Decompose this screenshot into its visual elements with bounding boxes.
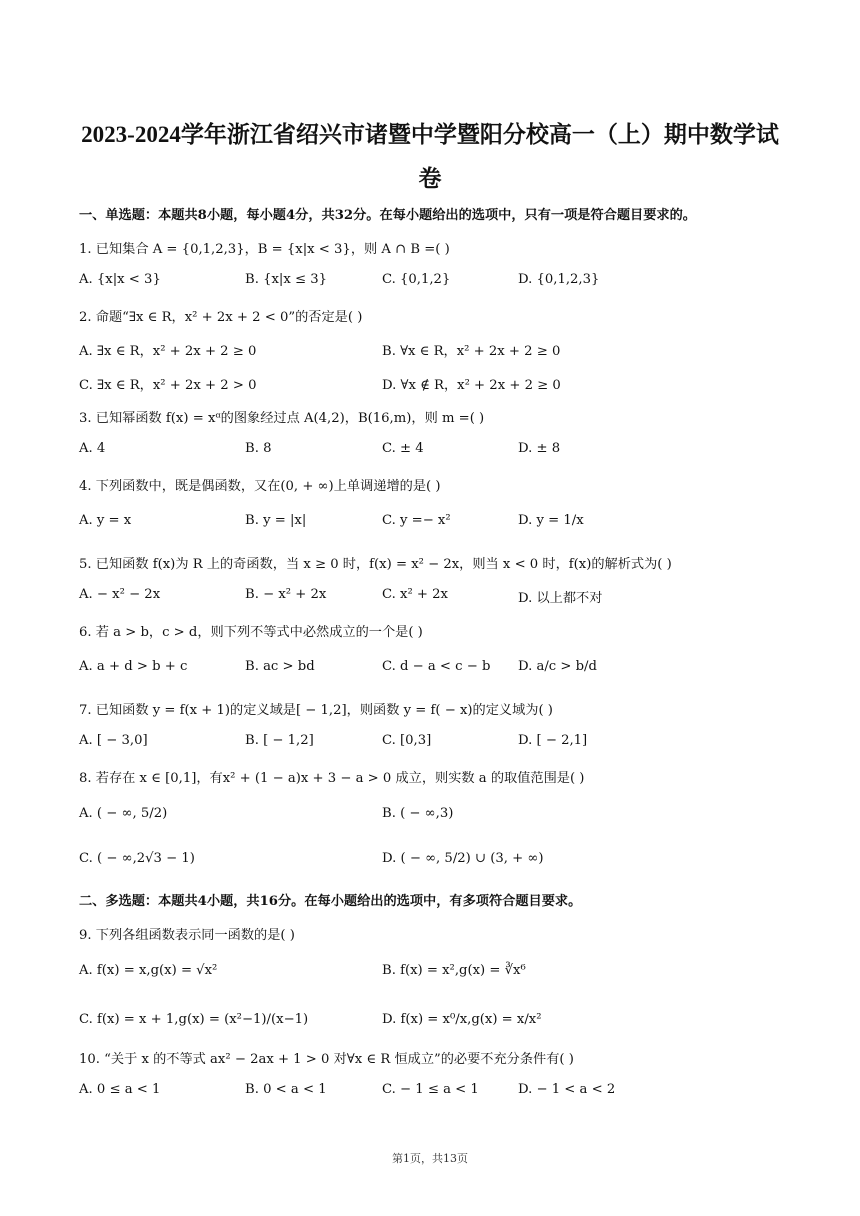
question-8-option-a: A. ( − ∞, 5/2)	[79, 806, 168, 821]
question-9-option-d: D. f(x) = x⁰/x,g(x) = x/x²	[382, 1012, 542, 1027]
question-8-option-c: C. ( − ∞,2√3 − 1)	[79, 851, 195, 866]
question-3-option-a: A. 4	[79, 441, 106, 456]
question-5-option-d: D. 以上都不对	[518, 591, 603, 606]
page-footer: 第1页，共13页	[392, 1152, 468, 1165]
question-10-option-c: C. − 1 ≤ a < 1	[382, 1082, 479, 1097]
question-7-option-c: C. [0,3]	[382, 733, 432, 748]
question-5-option-a: A. − x² − 2x	[79, 587, 161, 602]
question-5-option-b: B. − x² + 2x	[245, 587, 327, 602]
question-2-option-a: A. ∃x ∈ R，x² + 2x + 2 ≥ 0	[79, 344, 257, 359]
section-heading-multiple-choice: 二、多选题：本题共4小题，共16分。在每小题给出的选项中，有多项符合题目要求。	[79, 894, 582, 909]
question-1-option-a: A. {x|x < 3}	[79, 272, 161, 287]
question-5-option-c: C. x² + 2x	[382, 587, 448, 602]
question-2-option-b: B. ∀x ∈ R，x² + 2x + 2 ≥ 0	[382, 344, 561, 359]
question-4: 4. 下列函数中，既是偶函数，又在(0, + ∞)上单调递增的是( )	[79, 479, 441, 494]
question-7-option-b: B. [ − 1,2]	[245, 733, 314, 748]
question-6-option-c: C. d − a < c − b	[382, 659, 491, 674]
question-1-option-b: B. {x|x ≤ 3}	[245, 272, 327, 287]
question-1-option-c: C. {0,1,2}	[382, 272, 451, 287]
question-7: 7. 已知函数 y = f(x + 1)的定义域是[ − 1,2]，则函数 y = f( − x)的定义域为( )	[79, 703, 553, 718]
question-3: 3. 已知幂函数 f(x) = xᵅ的图象经过点 A(4,2)，B(16,m)，则 m =( )	[79, 411, 485, 426]
question-2-option-d: D. ∀x ∉ R，x² + 2x + 2 ≥ 0	[382, 378, 561, 393]
question-8-option-d: D. ( − ∞, 5/2) ∪ (3, + ∞)	[382, 851, 544, 866]
question-5: 5. 已知函数 f(x)为 R 上的奇函数，当 x ≥ 0 时，f(x) = x² − 2x，则当 x < 0 时，f(x)的解析式为( )	[79, 557, 672, 572]
question-3-option-b: B. 8	[245, 441, 272, 456]
question-9: 9. 下列各组函数表示同一函数的是( )	[79, 928, 295, 943]
question-4-option-c: C. y =− x²	[382, 513, 451, 528]
question-8: 8. 若存在 x ∈ [0,1]，有x² + (1 − a)x + 3 − a > 0 成立，则实数 a 的取值范围是( )	[79, 771, 585, 786]
question-9-option-c: C. f(x) = x + 1,g(x) = (x²−1)/(x−1)	[79, 1012, 309, 1027]
question-10: 10. “关于 x 的不等式 ax² − 2ax + 1 > 0 对∀x ∈ R 恒成立”的必要不充分条件有( )	[79, 1052, 574, 1067]
question-2-option-c: C. ∃x ∈ R，x² + 2x + 2 > 0	[79, 378, 257, 393]
question-3-option-d: D. ± 8	[518, 441, 561, 456]
question-2: 2. 命题“∃x ∈ R，x² + 2x + 2 < 0”的否定是( )	[79, 310, 363, 325]
page-title-line1: 2023-2024学年浙江省绍兴市诸暨中学暨阳分校高一（上）期中数学试	[81, 122, 779, 147]
question-4-option-a: A. y = x	[79, 513, 132, 528]
question-10-option-b: B. 0 < a < 1	[245, 1082, 327, 1097]
question-1: 1. 已知集合 A = {0,1,2,3}，B = {x|x < 3}，则 A ∩ B =( )	[79, 242, 450, 257]
question-6-option-a: A. a + d > b + c	[79, 659, 188, 674]
question-4-option-d: D. y = 1/x	[518, 513, 584, 528]
question-3-option-c: C. ± 4	[382, 441, 424, 456]
page-title-line2: 卷	[418, 166, 442, 191]
question-7-option-d: D. [ − 2,1]	[518, 733, 588, 748]
question-7-option-a: A. [ − 3,0]	[79, 733, 148, 748]
question-6: 6. 若 a > b，c > d，则下列不等式中必然成立的一个是( )	[79, 625, 423, 640]
question-9-option-a: A. f(x) = x,g(x) = √x²	[79, 963, 218, 978]
question-9-option-b: B. f(x) = x²,g(x) = ∛x⁶	[382, 963, 526, 978]
section-heading-single-choice: 一、单选题：本题共8小题，每小题4分，共32分。在每小题给出的选项中，只有一项是符合题目要求的。	[79, 208, 696, 223]
question-4-option-b: B. y = |x|	[245, 513, 307, 528]
question-6-option-b: B. ac > bd	[245, 659, 315, 674]
question-10-option-a: A. 0 ≤ a < 1	[79, 1082, 161, 1097]
question-10-option-d: D. − 1 < a < 2	[518, 1082, 616, 1097]
question-6-option-d: D. a/c > b/d	[518, 659, 597, 674]
question-8-option-b: B. ( − ∞,3)	[382, 806, 454, 821]
question-1-option-d: D. {0,1,2,3}	[518, 272, 600, 287]
